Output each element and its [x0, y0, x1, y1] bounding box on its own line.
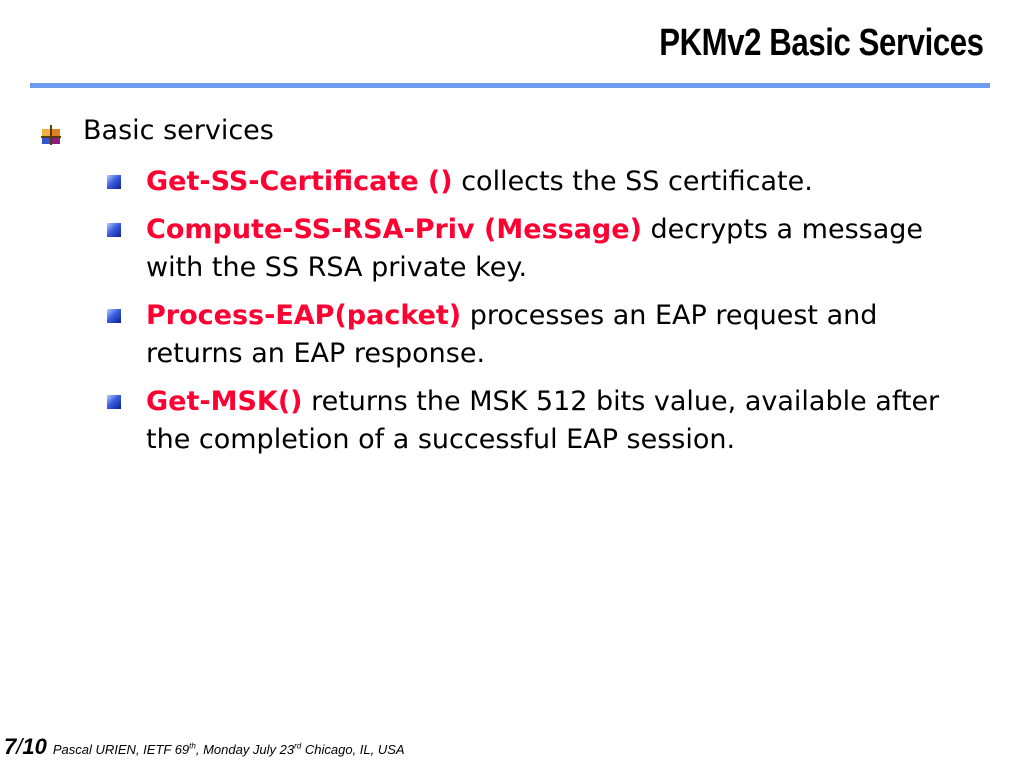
bullet-icon	[40, 124, 62, 146]
bullet-label: Basic services	[83, 115, 274, 146]
square-bullet-icon	[107, 223, 121, 237]
title-underline	[30, 83, 990, 88]
square-bullet-icon	[107, 309, 121, 323]
footer-date: , Monday July 23	[195, 742, 295, 757]
list-item	[146, 211, 976, 287]
footer-date-sup: rd	[294, 741, 302, 751]
function-name: Get-MSK()	[146, 386, 303, 417]
function-description: processes an EAP request and returns an EAP response.	[146, 300, 878, 369]
square-bullet-icon	[107, 395, 121, 409]
list-item	[146, 163, 976, 201]
list-item	[146, 297, 976, 373]
function-description: returns the MSK 512 bits value, available after the completion of a successful EAP session.	[146, 386, 940, 455]
function-description: collects the SS certificate.	[452, 166, 813, 197]
footer-author-sup: th	[189, 741, 196, 751]
square-bullet-icon	[107, 175, 121, 189]
footer-author: Pascal URIEN, IETF 69	[52, 742, 190, 757]
page-total: 10	[22, 734, 47, 759]
page-separator: /	[16, 734, 23, 759]
page-current: 7	[4, 734, 17, 759]
list-item	[146, 383, 976, 459]
function-name: Process-EAP(packet)	[146, 300, 462, 331]
function-name: Get-SS-Certificate ()	[146, 166, 453, 197]
slide-title: PKMv2 Basic Services	[659, 22, 984, 64]
function-name: Compute-SS-RSA-Priv (Message)	[146, 214, 642, 245]
footer-credit	[53, 742, 405, 757]
function-description: decrypts a message with the SS RSA private key.	[146, 214, 924, 283]
footer	[4, 734, 405, 760]
footer-location: Chicago, IL, USA	[301, 742, 405, 757]
